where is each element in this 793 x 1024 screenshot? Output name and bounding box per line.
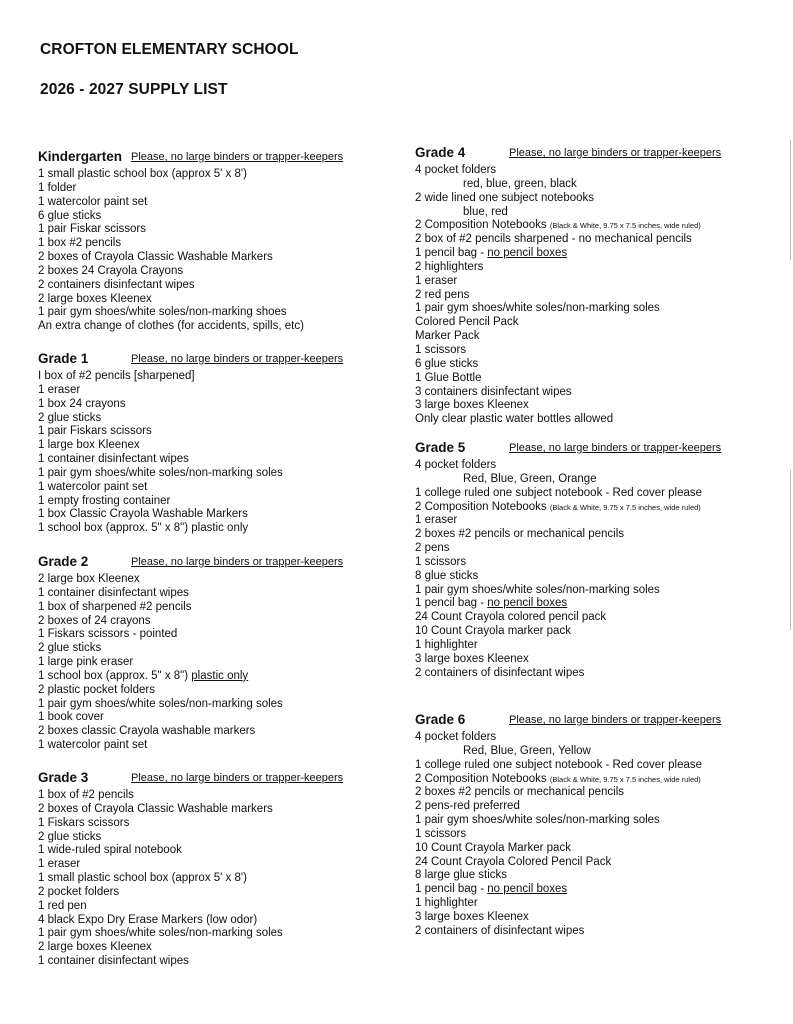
supply-item — [38, 508, 383, 522]
binder-note: Please, no large binders or trapper-keepers — [509, 147, 722, 159]
grade-heading: Grade 5 — [415, 440, 466, 455]
supply-item — [38, 872, 383, 886]
supply-item-text: 1 scissors — [415, 343, 467, 356]
supply-item-text: 1 pair gym shoes/white soles/non-marking soles — [415, 583, 660, 596]
supply-item-text: 8 glue sticks — [415, 569, 479, 582]
supply-item — [38, 495, 383, 509]
supply-item — [415, 814, 790, 828]
supply-item-text: 1 eraser — [415, 514, 458, 527]
binder-note: Please, no large binders or trapper-keepers — [131, 353, 344, 365]
supply-item — [38, 223, 383, 237]
supply-item-text: 1 college ruled one subject notebook - Red cover please — [415, 486, 703, 499]
supply-item — [38, 670, 383, 684]
section-header — [415, 712, 790, 731]
section-header — [38, 149, 383, 168]
supply-item-text: 2 wide lined one subject notebooks — [415, 191, 595, 204]
section-grade-5 — [415, 440, 790, 681]
supply-item-spec: (Black & White, 9.75 x 7.5 inches, wide ruled) — [549, 774, 701, 784]
supply-item-text: 10 Count Crayola marker pack — [415, 625, 571, 638]
supply-list — [415, 459, 790, 681]
supply-item — [415, 528, 790, 542]
supply-item — [38, 817, 383, 831]
supply-item-text: 1 pair gym shoes/white soles/non-marking soles — [38, 466, 283, 479]
supply-item-text: 1 Glue Bottle — [415, 371, 482, 384]
supply-item — [415, 911, 790, 925]
supply-item-emphasis: no pencil boxes — [487, 597, 568, 610]
supply-item — [415, 584, 790, 598]
supply-item — [415, 856, 790, 870]
supply-item-text: 2 boxes of Crayola Classic Washable Markers — [38, 251, 273, 264]
supply-item — [38, 370, 383, 384]
supply-item — [38, 886, 383, 900]
supply-item-text: Red, Blue, Green, Orange — [463, 472, 597, 485]
supply-item — [38, 210, 383, 224]
supply-item-text: 1 container disinfectant wipes — [38, 586, 189, 599]
supply-item-text: Marker Pack — [415, 330, 480, 343]
supply-item-text: 1 pair Fiskars scissors — [38, 425, 152, 438]
supply-item-text: 2 boxes classic Crayola washable markers — [38, 725, 256, 738]
supply-item — [415, 883, 790, 897]
supply-item-text: 1 pencil bag - — [415, 247, 485, 260]
supply-item-text: 2 Composition Notebooks — [415, 219, 547, 232]
supply-item — [415, 828, 790, 842]
supply-item — [38, 656, 383, 670]
supply-item-text: 1 large box Kleenex — [38, 439, 140, 452]
supply-item-text: 2 containers disinfectant wipes — [38, 278, 195, 291]
supply-item — [415, 358, 790, 372]
supply-item-text: 2 boxes of 24 crayons — [38, 614, 151, 627]
supply-item-text: 2 plastic pocket folders — [38, 683, 155, 696]
supply-item-text: 1 container disinfectant wipes — [38, 453, 189, 466]
supply-item-text: 2 glue sticks — [38, 411, 102, 424]
supply-item — [38, 900, 383, 914]
supply-item-text: 3 large boxes Kleenex — [415, 399, 529, 412]
supply-item — [38, 914, 383, 928]
supply-item — [38, 831, 383, 845]
supply-item — [38, 698, 383, 712]
supply-item — [415, 473, 790, 487]
scan-edge-mark — [790, 470, 791, 630]
supply-list-title: 2026 - 2027 SUPPLY LIST — [40, 81, 228, 98]
section-header — [38, 351, 383, 370]
supply-item — [415, 192, 790, 206]
supply-item — [38, 453, 383, 467]
supply-item-emphasis: no pencil boxes — [487, 883, 568, 896]
supply-item-text: 1 eraser — [38, 383, 81, 396]
supply-item — [38, 573, 383, 587]
supply-item — [415, 459, 790, 473]
supply-item — [415, 639, 790, 653]
supply-item-text: 1 scissors — [415, 555, 467, 568]
section-header — [38, 770, 383, 789]
supply-item — [415, 869, 790, 883]
section-grade-1 — [38, 351, 383, 536]
supply-item — [38, 941, 383, 955]
supply-item — [415, 731, 790, 745]
supply-item — [415, 206, 790, 220]
supply-item-text: 1 small plastic school box (approx 5' x 8') — [38, 872, 247, 885]
supply-item — [38, 384, 383, 398]
binder-note: Please, no large binders or trapper-keepers — [509, 714, 722, 726]
supply-item-text: Red, Blue, Green, Yellow — [463, 744, 591, 757]
supply-item — [38, 279, 383, 293]
supply-item — [38, 803, 383, 817]
supply-item — [38, 628, 383, 642]
supply-item — [38, 481, 383, 495]
supply-item — [38, 615, 383, 629]
supply-item — [415, 514, 790, 528]
supply-item — [415, 344, 790, 358]
section-kindergarten — [38, 149, 383, 334]
supply-list — [38, 573, 383, 753]
supply-item-text: 2 large boxes Kleenex — [38, 941, 152, 954]
supply-item-text: 10 Count Crayola Marker pack — [415, 841, 571, 854]
supply-item — [38, 265, 383, 279]
supply-item — [38, 182, 383, 196]
supply-item-text: Colored Pencil Pack — [415, 316, 519, 329]
supply-item-text: 1 school box (approx. 5" x 8") — [38, 669, 189, 682]
supply-item-text: 1 Fiskars scissors - pointed — [38, 628, 178, 641]
supply-item — [38, 467, 383, 481]
supply-item — [415, 842, 790, 856]
supply-item-text: An extra change of clothes (for accidents, spills, etc) — [38, 320, 304, 333]
supply-item-text: 6 glue sticks — [38, 209, 102, 222]
supply-item-text: 1 school box (approx. 5" x 8") plastic only — [38, 522, 249, 535]
supply-item-text: 1 box #2 pencils — [38, 237, 122, 250]
supply-item — [38, 684, 383, 698]
supply-item-text: 2 glue sticks — [38, 830, 102, 843]
supply-item-text: 1 red pen — [38, 899, 87, 912]
supply-item-text: 1 pencil bag - — [415, 883, 485, 896]
supply-item — [38, 439, 383, 453]
supply-item-emphasis: plastic only — [191, 669, 249, 682]
supply-item — [38, 320, 383, 334]
supply-item-text: 1 pair gym shoes/white soles/non-marking soles — [415, 302, 660, 315]
supply-item-text: red, blue, green, black — [463, 177, 577, 190]
supply-item-text: 4 pocket folders — [415, 731, 497, 743]
supply-item-text: 2 pocket folders — [38, 885, 120, 898]
supply-item — [415, 759, 790, 773]
supply-item-text: 1 small plastic school box (approx 5' x 8') — [38, 168, 247, 180]
supply-item-text: 1 wide-ruled spiral notebook — [38, 844, 182, 857]
supply-item-text: 1 pair gym shoes/white soles/non-marking soles — [38, 927, 283, 940]
supply-item — [38, 858, 383, 872]
supply-item — [415, 247, 790, 261]
supply-list — [415, 164, 790, 427]
supply-item — [38, 844, 383, 858]
supply-item-text: 1 scissors — [415, 827, 467, 840]
supply-item-text: 2 boxes of Crayola Classic Washable markers — [38, 802, 273, 815]
supply-item — [415, 372, 790, 386]
section-header — [415, 145, 790, 164]
supply-item — [38, 955, 383, 969]
supply-item — [38, 789, 383, 803]
supply-item-text: 1 book cover — [38, 711, 104, 724]
section-grade-4 — [415, 145, 790, 427]
supply-item-text: 1 pair gym shoes/white soles/non-marking soles — [38, 697, 283, 710]
supply-item-text: 1 watercolor paint set — [38, 739, 148, 752]
supply-item-text: blue, red — [463, 205, 508, 218]
supply-item-text: 1 folder — [38, 181, 77, 194]
supply-item — [38, 306, 383, 320]
supply-list — [38, 370, 383, 536]
supply-item-text: 2 containers of disinfectant wipes — [415, 924, 585, 937]
supply-item — [38, 522, 383, 536]
supply-item-text: 2 pens-red preferred — [415, 800, 520, 813]
supply-item-emphasis: no pencil boxes — [487, 247, 568, 260]
supply-item-text: 1 box of sharpened #2 pencils — [38, 600, 192, 613]
supply-item-text: 2 red pens — [415, 288, 470, 301]
supply-item-text: 1 highlighter — [415, 638, 478, 651]
supply-item — [415, 261, 790, 275]
supply-item — [415, 487, 790, 501]
supply-list — [415, 731, 790, 939]
supply-item — [38, 739, 383, 753]
supply-item — [415, 925, 790, 939]
supply-item — [415, 625, 790, 639]
supply-item — [415, 786, 790, 800]
supply-item — [415, 745, 790, 759]
supply-item-text: Only clear plastic water bottles allowed — [415, 413, 614, 426]
grade-heading: Kindergarten — [38, 149, 123, 164]
section-grade-2 — [38, 554, 383, 753]
supply-item-text: 4 pocket folders — [415, 459, 497, 471]
supply-item-spec: (Black & White, 9.75 x 7.5 inches, wide ruled) — [549, 221, 701, 231]
supply-item — [38, 642, 383, 656]
supply-item-text: 1 eraser — [38, 858, 81, 871]
binder-note: Please, no large binders or trapper-keepers — [509, 442, 722, 454]
supply-item-text: 2 Composition Notebooks — [415, 772, 547, 785]
supply-item-text: 2 boxes 24 Crayola Crayons — [38, 264, 184, 277]
supply-item — [415, 399, 790, 413]
section-header — [415, 440, 790, 459]
supply-item — [38, 927, 383, 941]
supply-item-text: 1 watercolor paint set — [38, 480, 148, 493]
supply-item-text: 1 highlighter — [415, 897, 478, 910]
supply-item-text: 1 box Classic Crayola Washable Markers — [38, 508, 248, 521]
supply-item-text: 1 pencil bag - — [415, 597, 485, 610]
supply-item — [415, 289, 790, 303]
supply-item-text: 1 large pink eraser — [38, 656, 134, 669]
grade-heading: Grade 6 — [415, 712, 466, 727]
supply-item-text: 1 watercolor paint set — [38, 195, 148, 208]
grade-heading: Grade 3 — [38, 770, 89, 785]
supply-item — [415, 773, 790, 787]
grade-heading: Grade 2 — [38, 554, 89, 569]
supply-item — [415, 330, 790, 344]
supply-item — [415, 413, 790, 427]
scan-edge-mark — [790, 140, 791, 260]
supply-item — [415, 316, 790, 330]
supply-item — [415, 667, 790, 681]
supply-item — [415, 164, 790, 178]
supply-item — [38, 601, 383, 615]
supply-item-text: 2 box of #2 pencils sharpened - no mechanical pencils — [415, 233, 692, 246]
supply-item-text: 2 pens — [415, 542, 450, 555]
supply-item — [38, 398, 383, 412]
supply-item — [415, 542, 790, 556]
supply-item — [38, 412, 383, 426]
supply-item — [415, 597, 790, 611]
supply-item — [415, 233, 790, 247]
supply-item — [415, 653, 790, 667]
supply-item-text: 2 glue sticks — [38, 642, 102, 655]
binder-note: Please, no large binders or trapper-keepers — [131, 151, 344, 163]
supply-item-text: 3 containers disinfectant wipes — [415, 385, 572, 398]
section-grade-3 — [38, 770, 383, 969]
supply-item — [38, 711, 383, 725]
supply-item-text: 8 large glue sticks — [415, 869, 508, 882]
school-title: CROFTON ELEMENTARY SCHOOL — [40, 41, 299, 58]
supply-item-text: 1 college ruled one subject notebook - Red cover please — [415, 758, 703, 771]
supply-item — [415, 501, 790, 515]
supply-item-text: 1 Fiskars scissors — [38, 816, 130, 829]
supply-item — [415, 275, 790, 289]
supply-item-text: 1 box 24 crayons — [38, 397, 126, 410]
supply-item — [38, 196, 383, 210]
supply-item-text: 1 empty frosting container — [38, 494, 171, 507]
supply-item-text: 4 pocket folders — [415, 164, 497, 176]
supply-item-text: I box of #2 pencils [sharpened] — [38, 370, 195, 382]
supply-item — [415, 219, 790, 233]
supply-item-text: 6 glue sticks — [415, 357, 479, 370]
binder-note: Please, no large binders or trapper-keepers — [131, 772, 344, 784]
grade-heading: Grade 1 — [38, 351, 89, 366]
supply-item — [415, 800, 790, 814]
supply-item — [38, 168, 383, 182]
supply-item-text: 24 Count Crayola Colored Pencil Pack — [415, 855, 612, 868]
supply-list — [38, 789, 383, 969]
supply-item-text: 24 Count Crayola colored pencil pack — [415, 611, 607, 624]
supply-item-text: 2 large box Kleenex — [38, 573, 140, 585]
grade-heading: Grade 4 — [415, 145, 466, 160]
section-grade-6 — [415, 712, 790, 939]
supply-item-text: 1 box of #2 pencils — [38, 789, 134, 801]
supply-item-spec: (Black & White, 9.75 x 7.5 inches, wide ruled) — [549, 502, 701, 512]
supply-item — [415, 570, 790, 584]
supply-item-text: 1 pair gym shoes/white soles/non-marking soles — [415, 814, 660, 827]
binder-note: Please, no large binders or trapper-keepers — [131, 556, 344, 568]
supply-item-text: 1 eraser — [415, 274, 458, 287]
supply-item — [38, 251, 383, 265]
supply-item — [415, 556, 790, 570]
supply-item — [38, 293, 383, 307]
supply-item-text: 2 containers of disinfectant wipes — [415, 666, 585, 679]
supply-item — [415, 897, 790, 911]
supply-item — [38, 587, 383, 601]
section-header — [38, 554, 383, 573]
supply-item-text: 1 pair Fiskar scissors — [38, 223, 146, 236]
supply-item-text: 2 highlighters — [415, 260, 484, 273]
supply-item — [415, 178, 790, 192]
supply-item — [38, 725, 383, 739]
supply-item-text: 3 large boxes Kleenex — [415, 652, 529, 665]
supply-item — [415, 611, 790, 625]
supply-item-text: 3 large boxes Kleenex — [415, 910, 529, 923]
supply-item — [415, 302, 790, 316]
supply-item — [38, 425, 383, 439]
supply-list — [38, 168, 383, 334]
supply-item-text: 2 boxes #2 pencils or mechanical pencils — [415, 786, 625, 799]
supply-item-text: 2 Composition Notebooks — [415, 500, 547, 513]
supply-item-text: 2 large boxes Kleenex — [38, 292, 152, 305]
supply-item — [415, 386, 790, 400]
supply-item-text: 1 pair gym shoes/white soles/non-marking shoes — [38, 306, 287, 319]
supply-item-text: 2 boxes #2 pencils or mechanical pencils — [415, 528, 625, 541]
supply-item — [38, 237, 383, 251]
supply-item-text: 1 container disinfectant wipes — [38, 955, 189, 968]
supply-item-text: 4 black Expo Dry Erase Markers (low odor) — [38, 913, 258, 926]
